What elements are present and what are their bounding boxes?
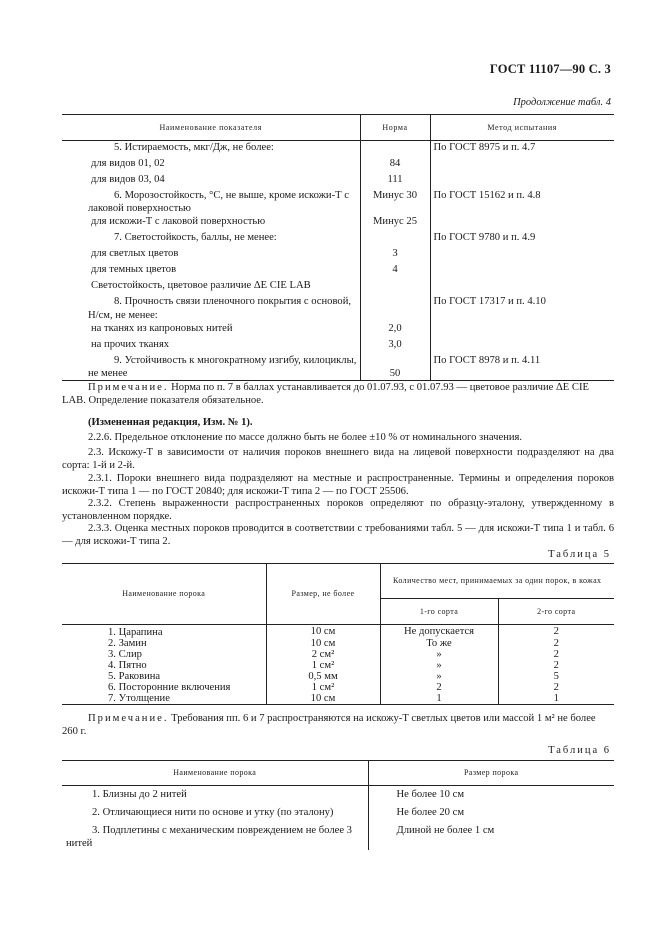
cell-g1: 1 bbox=[380, 693, 498, 705]
table-5-header-count: Количество мест, принимаемых за один порок, в кожах bbox=[380, 564, 614, 599]
cell-norm: 3 bbox=[360, 247, 430, 263]
cell-g1: Не допускается bbox=[380, 625, 498, 639]
cell-defect-name: 2. Отличающиеся нити по основе и утку (по эталону) bbox=[92, 807, 334, 818]
cell-g2: 2 bbox=[498, 660, 614, 671]
table-row bbox=[62, 215, 614, 231]
cell-defect-name: 6. Посторонние включения bbox=[108, 682, 231, 693]
cell-norm: Минус 25 bbox=[360, 215, 430, 231]
cell-method bbox=[430, 338, 614, 354]
cell-defect-name: 2. Замин bbox=[108, 638, 147, 649]
cell-g2: 2 bbox=[498, 638, 614, 649]
table-4 bbox=[62, 114, 614, 381]
cell-indicator-name: 6. Морозостойкость, °С, не выше, кроме искожи-Т с лаковой поверхностью bbox=[88, 190, 349, 215]
table-row bbox=[62, 338, 614, 354]
table-row bbox=[62, 231, 614, 247]
cell-defect-size: Не более 10 см bbox=[368, 786, 614, 805]
table-row bbox=[62, 157, 614, 173]
table-row bbox=[62, 279, 614, 295]
cell-indicator-name: Светостойкость, цветовое различие ΔE CIE LAB bbox=[91, 280, 311, 292]
cell-size: 10 см bbox=[266, 625, 380, 639]
cell-norm: Минус 30 bbox=[360, 189, 430, 215]
table-5-label: Таблица 5 bbox=[548, 549, 611, 560]
cell-method: По ГОСТ 17317 и п. 4.10 bbox=[430, 295, 614, 321]
table-row bbox=[62, 693, 614, 705]
cell-size: 0,5 мм bbox=[266, 671, 380, 682]
cell-defect-name: 3. Слир bbox=[108, 649, 142, 660]
cell-size: 2 см² bbox=[266, 649, 380, 660]
table-row bbox=[62, 804, 614, 822]
note-label: Примечание. bbox=[88, 382, 169, 393]
cell-defect-name: 4. Пятно bbox=[108, 660, 147, 671]
cell-norm bbox=[360, 279, 430, 295]
cell-norm: 111 bbox=[360, 173, 430, 189]
cell-norm bbox=[360, 141, 430, 158]
table-4-header-norm: Норма bbox=[360, 115, 430, 141]
cell-defect-name: 3. Подплетины с механическим повреждением не более 3 нитей bbox=[66, 825, 352, 850]
cell-defect-size: Не более 20 см bbox=[368, 804, 614, 822]
table-row bbox=[62, 671, 614, 682]
table-5-header-grade2: 2-го сорта bbox=[498, 599, 614, 625]
cell-g2: 2 bbox=[498, 625, 614, 639]
cell-g1: » bbox=[380, 660, 498, 671]
table-5-header-name: Наименование порока bbox=[62, 564, 266, 625]
cell-indicator-name: для видов 03, 04 bbox=[91, 174, 165, 185]
table-row bbox=[62, 660, 614, 671]
cell-norm: 4 bbox=[360, 263, 430, 279]
table-row bbox=[62, 141, 614, 158]
cell-defect-name: 1. Царапина bbox=[108, 627, 163, 638]
table-continuation-label: Продолжение табл. 4 bbox=[513, 97, 611, 108]
table-row bbox=[62, 263, 614, 279]
table-6-label: Таблица 6 bbox=[548, 745, 611, 756]
cell-indicator-name: для светлых цветов bbox=[91, 248, 179, 260]
table-row bbox=[62, 354, 614, 381]
table-row bbox=[62, 786, 614, 805]
note-label: Примечание. bbox=[88, 713, 169, 724]
cell-method bbox=[430, 263, 614, 279]
paragraph-2-3: 2.3. Искожу-Т в зависимости от наличия пороков внешнего вида на лицевой поверхности подразделяют на два сорта: 1-й и 2-й. bbox=[62, 447, 614, 472]
cell-defect-size: Длиной не более 1 см bbox=[368, 822, 614, 850]
cell-g1: 2 bbox=[380, 682, 498, 693]
cell-g2: 5 bbox=[498, 671, 614, 682]
cell-g1: » bbox=[380, 649, 498, 660]
cell-size: 1 см² bbox=[266, 660, 380, 671]
cell-defect-name: 7. Утолщение bbox=[62, 693, 266, 705]
table-5-header-grade1: 1-го сорта bbox=[380, 599, 498, 625]
table-5-note bbox=[62, 712, 614, 738]
table-5 bbox=[62, 563, 614, 705]
cell-norm: 2,0 bbox=[360, 322, 430, 338]
table-6-body bbox=[62, 786, 614, 851]
table-row bbox=[62, 189, 614, 215]
table-row bbox=[62, 822, 614, 850]
cell-indicator-name: 7. Светостойкость, баллы, не менее: bbox=[114, 232, 277, 244]
cell-size: 10 см bbox=[266, 693, 380, 705]
paragraph-2-3-3: 2.3.3. Оценка местных пороков проводится в соответствии с требованиями табл. 5 — для искожи-Т типа 1 и табл. 6 — для искожи-Т типа 2. bbox=[62, 523, 614, 548]
table-row bbox=[62, 682, 614, 693]
cell-norm: 50 bbox=[360, 354, 430, 381]
cell-g2: 2 bbox=[498, 682, 614, 693]
cell-defect-name: 5. Раковина bbox=[108, 671, 161, 682]
cell-g1: То же bbox=[380, 638, 498, 649]
cell-indicator-name: на тканях из капроновых нитей bbox=[91, 322, 233, 334]
cell-norm bbox=[360, 295, 430, 321]
cell-indicator-name: 9. Устойчивость к многократному изгибу, килоциклы, не менее bbox=[62, 354, 360, 381]
table-row bbox=[62, 173, 614, 189]
paragraph-2-2-6: 2.2.6. Предельное отклонение по массе должно быть не более ±10 % от номинального значения. bbox=[88, 432, 523, 443]
cell-method: По ГОСТ 8978 и п. 4.11 bbox=[430, 354, 614, 381]
table-4-body bbox=[62, 141, 614, 381]
table-row bbox=[62, 247, 614, 263]
table-row bbox=[62, 322, 614, 338]
paragraph-2-3-1: 2.3.1. Пороки внешнего вида подразделяют на местные и распространенные. Термины и определения пороков искожи-Т типа 1 — по ГОСТ 20840; для искожи-Т типа 2 — по ГОСТ 25506. bbox=[62, 473, 614, 498]
cell-method: По ГОСТ 15162 и п. 4.8 bbox=[430, 189, 614, 215]
cell-indicator-name: для темных цветов bbox=[91, 264, 177, 276]
cell-norm: 84 bbox=[360, 157, 430, 173]
cell-g1: » bbox=[380, 671, 498, 682]
cell-size: 1 см² bbox=[266, 682, 380, 693]
cell-method bbox=[430, 215, 614, 231]
cell-size: 10 см bbox=[266, 638, 380, 649]
table-6-header-size: Размер порока bbox=[368, 761, 614, 786]
cell-method: По ГОСТ 9780 и п. 4.9 bbox=[430, 231, 614, 247]
cell-method bbox=[430, 173, 614, 189]
cell-norm bbox=[360, 231, 430, 247]
table-4-header-row bbox=[62, 115, 614, 141]
table-6 bbox=[62, 760, 614, 850]
cell-indicator-name: для искожи-Т с лаковой поверхностью bbox=[91, 216, 266, 228]
cell-indicator-name: на прочих тканях bbox=[91, 338, 170, 350]
paragraph-2-3-2: 2.3.2. Степень выраженности распространенных пороков определяют по образцу-эталону, утвержденному в установленном порядке. bbox=[62, 498, 614, 523]
cell-indicator-name: 5. Истираемость, мкг/Дж, не более: bbox=[114, 142, 274, 153]
table-6-header-name: Наименование порока bbox=[62, 761, 368, 786]
cell-indicator-name: 8. Прочность связи пленочного покрытия с основой, Н/см, не менее: bbox=[88, 296, 352, 321]
cell-norm: 3,0 bbox=[360, 338, 430, 354]
table-5-body bbox=[62, 625, 614, 705]
table-row bbox=[62, 649, 614, 660]
cell-method bbox=[430, 322, 614, 338]
cell-method bbox=[430, 279, 614, 295]
edition-note: (Измененная редакция, Изм. № 1). bbox=[88, 417, 253, 428]
cell-method bbox=[430, 157, 614, 173]
table-4-header-name: Наименование показателя bbox=[62, 115, 360, 141]
note-text: Требования пп. 6 и 7 распространяются на искожу-Т светлых цветов или массой 1 м² не более 260 г. bbox=[62, 713, 596, 738]
cell-g2: 1 bbox=[498, 693, 614, 705]
cell-defect-name: 1. Близны до 2 нитей bbox=[92, 789, 187, 800]
cell-method bbox=[430, 247, 614, 263]
cell-g2: 2 bbox=[498, 649, 614, 660]
page-header-title: ГОСТ 11107—90 С. 3 bbox=[489, 62, 611, 76]
table-row bbox=[62, 295, 614, 321]
cell-indicator-name: для видов 01, 02 bbox=[91, 158, 165, 169]
note-text: Норма по п. 7 в баллах устанавливается до 01.07.93, с 01.07.93 — цветовое различие ΔE CIE LAB. Определение показателя обязательное. bbox=[62, 382, 589, 407]
table-5-header-size: Размер, не более bbox=[266, 564, 380, 625]
table-4-note bbox=[62, 381, 614, 407]
cell-method: По ГОСТ 8975 и п. 4.7 bbox=[430, 141, 614, 158]
table-4-header-method: Метод испытания bbox=[430, 115, 614, 141]
table-row bbox=[62, 625, 614, 639]
table-row bbox=[62, 638, 614, 649]
